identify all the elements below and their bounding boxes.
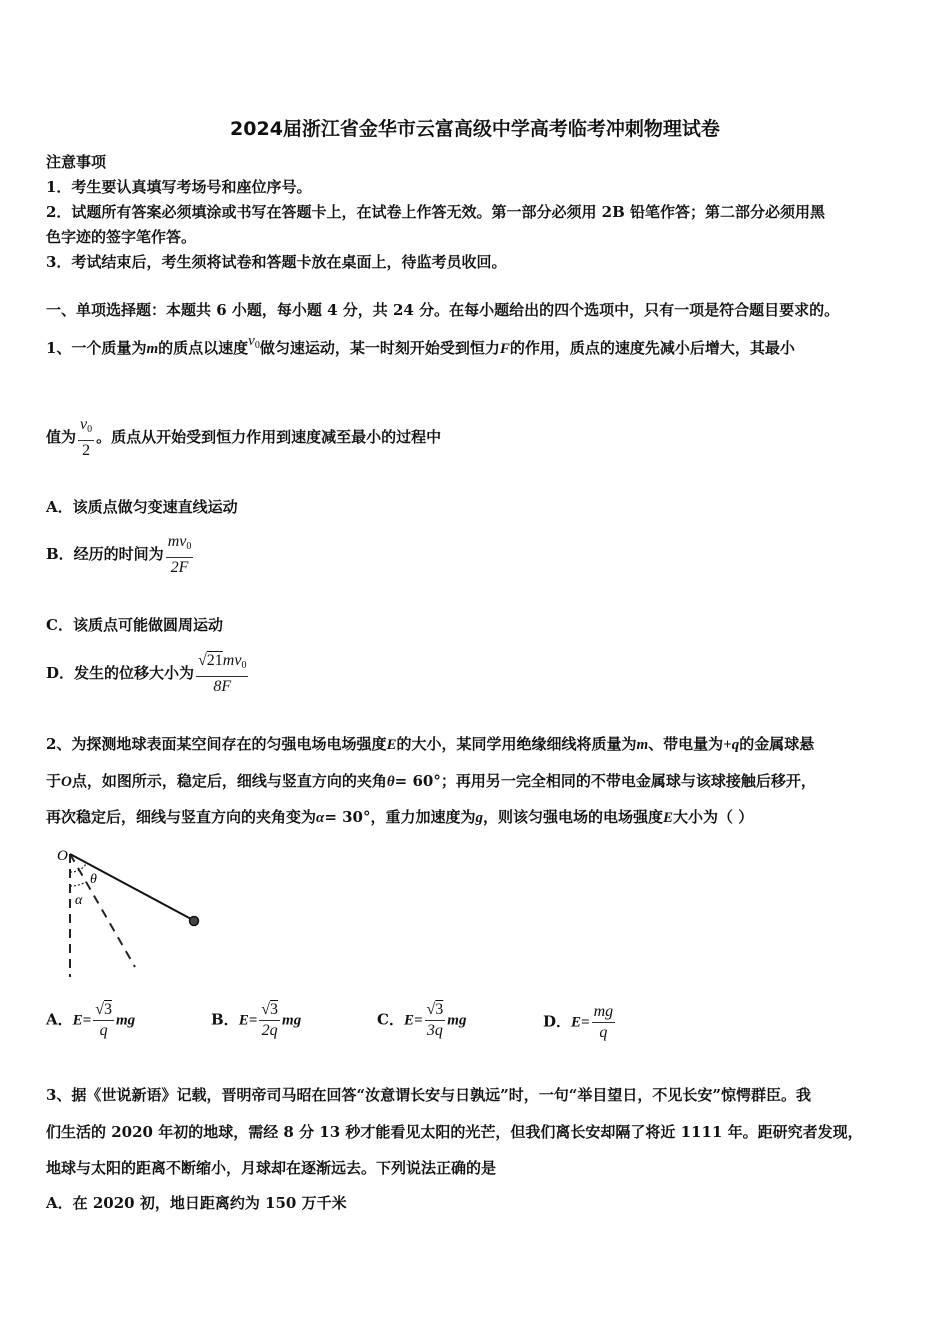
sqrt-radicand: 3: [103, 1001, 112, 1018]
q2-text: 于: [46, 772, 62, 790]
q1-text: 的作用，质点的速度先减小后增大，其最小: [509, 339, 795, 357]
question-1-line-2: [46, 416, 441, 460]
q1-var-v: v: [248, 333, 255, 349]
label-theta: θ: [90, 872, 97, 887]
frac-den: 3q: [426, 1022, 443, 1039]
section-heading: 一、单项选择题：本题共 6 小题，每小题 4 分，共 24 分。在每小题给出的四个选项中，只有一项是符合题目要求的。: [46, 301, 840, 319]
q2-text: = 60°；再用另一完全相同的不带电金属球与该球接触后移开，: [394, 772, 816, 790]
frac-den: q: [99, 1022, 108, 1039]
q1-var-m: m: [146, 341, 159, 357]
fraction-mg-over-q: [592, 1003, 616, 1042]
q2-var-E: E: [663, 810, 674, 826]
fraction-sqrt3-over-3q: $\frac{√3}{3q}$: [426, 1001, 444, 1039]
notice-item: 1．考生要认真填写考场号和座位序号。: [46, 178, 312, 196]
option-text: B．经历的时间为: [46, 545, 164, 563]
q2-option-c: [377, 1001, 466, 1040]
option-label: D．: [543, 1012, 572, 1031]
q1-text: 。质点从开始受到恒力作用到速度减至最小的过程中: [96, 428, 442, 446]
frac-den: q: [599, 1024, 608, 1041]
fraction-sqrt3-over-2q: $\frac{√3}{2q}$: [261, 1001, 279, 1039]
notice-item: 2．试题所有答案必须填涂或书写在答题卡上，在试卷上作答无效。第一部分必须用 2B 铅笔作答；第二部分必须用黑: [46, 203, 826, 221]
q2-var-E: E: [386, 737, 397, 753]
q1-option-c: C．该质点可能做圆周运动: [46, 616, 223, 634]
q2-var-q: +q: [723, 737, 740, 753]
option-label: A．: [46, 1010, 73, 1029]
sqrt-radicand: 3: [435, 1001, 444, 1018]
q1-option-a: A．该质点做匀变速直线运动: [46, 498, 238, 516]
frac-sub: 0: [241, 660, 247, 671]
q1-text: 的质点以速度: [158, 339, 249, 357]
q2-var-alpha: α: [316, 810, 325, 826]
q2-text: 的大小，某同学用绝缘细线将质量为: [396, 735, 637, 753]
frac-sub: 0: [87, 424, 93, 435]
sqrt-radicand: 3: [270, 1001, 279, 1018]
fraction-sqrt3-over-q: $\frac{√3}{q}$: [95, 1001, 112, 1039]
option-label: C．: [377, 1010, 404, 1029]
option-var: E=: [72, 1012, 92, 1029]
frac-num: v: [80, 416, 88, 433]
question-1-line-1: [46, 333, 795, 364]
q2-text: ，则该匀强电场的电场强度: [483, 808, 664, 826]
option-var: E=: [571, 1014, 590, 1031]
fraction-sqrt21mv0-over-8F: $\frac{√21mv_0}{8F}$: [198, 652, 247, 695]
option-var: E=: [238, 1012, 258, 1029]
fraction-mv0-over-2F: [166, 533, 194, 577]
q2-var-m: m: [636, 737, 649, 753]
question-2-line-2: [46, 771, 816, 792]
q1-text: 1、一个质量为: [46, 339, 147, 357]
q2-text: 大小为（ ）: [673, 808, 754, 826]
notice-heading: 注意事项: [46, 153, 107, 171]
question-3-line-1: 3、据《世说新语》记载，晋明帝司马昭在回答“汝意谓长安与日孰远”时，一句“举目望日，不见长安”惊愕群臣。我: [46, 1086, 811, 1104]
question-3-line-3: 地球与太阳的距离不断缩小，月球却在逐渐远去。下列说法正确的是: [46, 1159, 497, 1177]
q1-var-F: F: [499, 341, 510, 357]
frac-den: 2: [82, 442, 91, 459]
q2-text: 、带电量为: [648, 735, 724, 753]
frac-den: 8F: [213, 678, 232, 695]
q1-subscript: 0: [254, 340, 260, 351]
q2-text: 2、为探测地球表面某空间存在的匀强电场电场强度: [46, 735, 387, 753]
label-O: O: [57, 848, 68, 864]
q1-text: 值为: [46, 428, 77, 446]
question-2-line-3: [46, 807, 753, 828]
frac-num: mg: [592, 1003, 616, 1023]
sqrt-radicand: 21: [206, 652, 223, 669]
q1-text: 做匀速运动，某一时刻开始受到恒力: [259, 339, 500, 357]
notice-item: 3．考试结束后，考生须将试卷和答题卡放在桌面上，待监考员收回。: [46, 253, 507, 271]
option-tail: mg: [282, 1012, 302, 1029]
frac-num: mv: [167, 533, 187, 550]
frac-den: 2q: [261, 1022, 278, 1039]
q1-option-b: [46, 533, 195, 577]
frac-num: mv: [222, 652, 242, 669]
frac-sub: 0: [186, 541, 192, 552]
q2-text: 点，如图所示，稳定后，细线与竖直方向的夹角: [71, 772, 387, 790]
q2-var-theta: θ: [386, 774, 395, 790]
frac-den: 2F: [170, 559, 189, 576]
q1-option-d: [46, 652, 250, 696]
q2-text: 的金属球悬: [739, 735, 815, 753]
label-alpha: α: [75, 893, 83, 908]
q2-option-b: [211, 1001, 301, 1040]
fraction-v0-over-2: [78, 416, 94, 460]
q1-var-v0: [248, 333, 260, 349]
metal-ball: [190, 917, 199, 926]
q2-text: 再次稳定后，细线与竖直方向的夹角变为: [46, 808, 317, 826]
question-3-line-2: 们生活的 2020 年初的地球，需经 8 分 13 秒才能看见太阳的光芒，但我们离长安却隔了将近 1111 年。距研究者发现，: [46, 1123, 863, 1141]
option-text: D．发生的位移大小为: [46, 664, 195, 682]
alpha-arc: [70, 882, 86, 886]
option-tail: mg: [447, 1012, 467, 1029]
q2-var-g: g: [475, 810, 483, 826]
option-tail: mg: [115, 1012, 136, 1029]
option-label: B．: [211, 1010, 239, 1029]
question-2-line-1: [46, 734, 814, 755]
notice-item: 色字迹的签字笔作答。: [46, 228, 197, 246]
q2-text: = 30°，重力加速度为: [324, 808, 476, 826]
page-title: 2024届浙江省金华市云富高级中学高考临考冲刺物理试卷: [230, 118, 720, 140]
q3-option-a: A．在 2020 初，地日距离约为 150 万千米: [46, 1194, 347, 1212]
pendulum-figure: [50, 842, 220, 982]
option-var: E=: [403, 1012, 423, 1029]
q2-var-O: O: [61, 774, 72, 790]
q2-option-a: [46, 1001, 135, 1040]
q2-option-d: [543, 1003, 617, 1042]
